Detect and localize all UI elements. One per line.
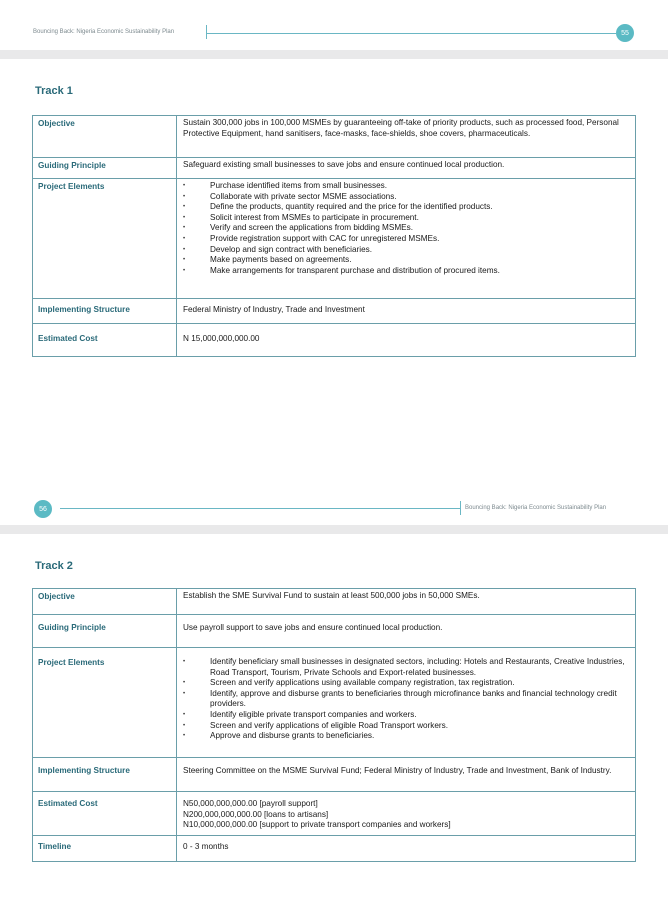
table-row	[33, 324, 636, 357]
cost-line: N50,000,000,000.00 [payroll support]	[183, 799, 318, 808]
table-row	[33, 758, 636, 792]
guiding-principle-value: Safeguard existing small businesses to save jobs and ensure continued local production.	[177, 158, 636, 179]
header-divider	[206, 25, 207, 39]
list-item: • Provide registration support with CAC for unregistered MSMEs.	[183, 234, 630, 245]
list-item: • Verify and screen the applications from bidding MSMEs.	[183, 223, 630, 234]
list-item: • Identify beneficiary small businesses in designated sectors, including: Hotels and Restaurants, Creative Industries, Road Transport, Tourism, Private Schools and Export-related businesses.	[183, 657, 630, 678]
project-elements-value	[177, 179, 636, 299]
page-55-header-strip	[0, 0, 668, 50]
page-55	[0, 59, 668, 525]
list-item: • Collaborate with private sector MSME associations.	[183, 192, 630, 203]
project-elements-list	[183, 181, 630, 276]
table-row	[33, 158, 636, 179]
table-row	[33, 836, 636, 862]
table-row	[33, 299, 636, 324]
row-label: Estimated Cost	[33, 792, 177, 836]
table-row	[33, 792, 636, 836]
row-label: Guiding Principle	[33, 615, 177, 648]
objective-value: Sustain 300,000 jobs in 100,000 MSMEs by guaranteeing off-take of priority products, such as processed food, Personal Protective Equipment, hand sanitisers, face-masks, face-shields, shoe covers, pharmaceuticals.	[177, 116, 636, 158]
list-item: • Approve and disburse grants to beneficiaries.	[183, 731, 630, 742]
track-title: Track 2	[35, 560, 73, 572]
list-item: • Make arrangements for transparent purchase and distribution of procured items.	[183, 266, 630, 277]
running-header: Bouncing Back: Nigeria Economic Sustainability Plan	[33, 29, 175, 35]
row-label: Objective	[33, 116, 177, 158]
list-item: • Purchase identified items from small businesses.	[183, 181, 630, 192]
row-label: Estimated Cost	[33, 324, 177, 357]
table-row	[33, 615, 636, 648]
list-item: • Screen and verify applications using available company registration, tax registration.	[183, 678, 630, 689]
estimated-cost-value: N 15,000,000,000.00	[177, 324, 636, 357]
row-label: Implementing Structure	[33, 299, 177, 324]
page-56	[0, 534, 668, 900]
list-item: • Define the products, quantity required and the price for the identified products.	[183, 202, 630, 213]
list-item: • Identify, approve and disburse grants to beneficiaries through microfinance banks and financial technology credit providers.	[183, 689, 630, 710]
row-label: Project Elements	[33, 179, 177, 299]
track-title: Track 1	[35, 85, 73, 97]
implementing-structure-value: Federal Ministry of Industry, Trade and Investment	[177, 299, 636, 324]
row-label: Project Elements	[33, 648, 177, 758]
track-1-table	[32, 115, 636, 357]
estimated-cost-value	[177, 792, 636, 836]
header-rule	[207, 33, 616, 34]
list-item: • Screen and verify applications of eligible Road Transport workers.	[183, 721, 630, 732]
table-row	[33, 648, 636, 758]
row-label: Objective	[33, 589, 177, 615]
row-label: Guiding Principle	[33, 158, 177, 179]
project-elements-list	[183, 657, 630, 742]
timeline-value: 0 - 3 months	[177, 836, 636, 862]
implementing-structure-value: Steering Committee on the MSME Survival Fund; Federal Ministry of Industry, Trade and Investment, Bank of Industry.	[177, 758, 636, 792]
list-item: • Identify eligible private transport companies and workers.	[183, 710, 630, 721]
header-divider	[460, 501, 461, 515]
row-label: Implementing Structure	[33, 758, 177, 792]
running-header: Bouncing Back: Nigeria Economic Sustainability Plan	[465, 505, 607, 511]
objective-value: Establish the SME Survival Fund to sustain at least 500,000 jobs in 50,000 SMEs.	[177, 589, 636, 615]
guiding-principle-value: Use payroll support to save jobs and ensure continued local production.	[177, 615, 636, 648]
list-item: • Make payments based on agreements.	[183, 255, 630, 266]
cost-line: N200,000,000,000.00 [loans to artisans]	[183, 809, 329, 819]
list-item: • Develop and sign contract with beneficiaries.	[183, 245, 630, 256]
project-elements-value	[177, 648, 636, 758]
table-row	[33, 179, 636, 299]
table-row	[33, 589, 636, 615]
header-rule	[60, 508, 460, 509]
page-number-badge: 55	[616, 24, 634, 42]
table-row	[33, 116, 636, 158]
list-item: • Solicit interest from MSMEs to participate in procurement.	[183, 213, 630, 224]
row-label: Timeline	[33, 836, 177, 862]
page-number-badge: 56	[34, 500, 52, 518]
track-2-table	[32, 588, 636, 862]
cost-line: N10,000,000,000.00 [support to private transport companies and workers]	[183, 820, 451, 830]
